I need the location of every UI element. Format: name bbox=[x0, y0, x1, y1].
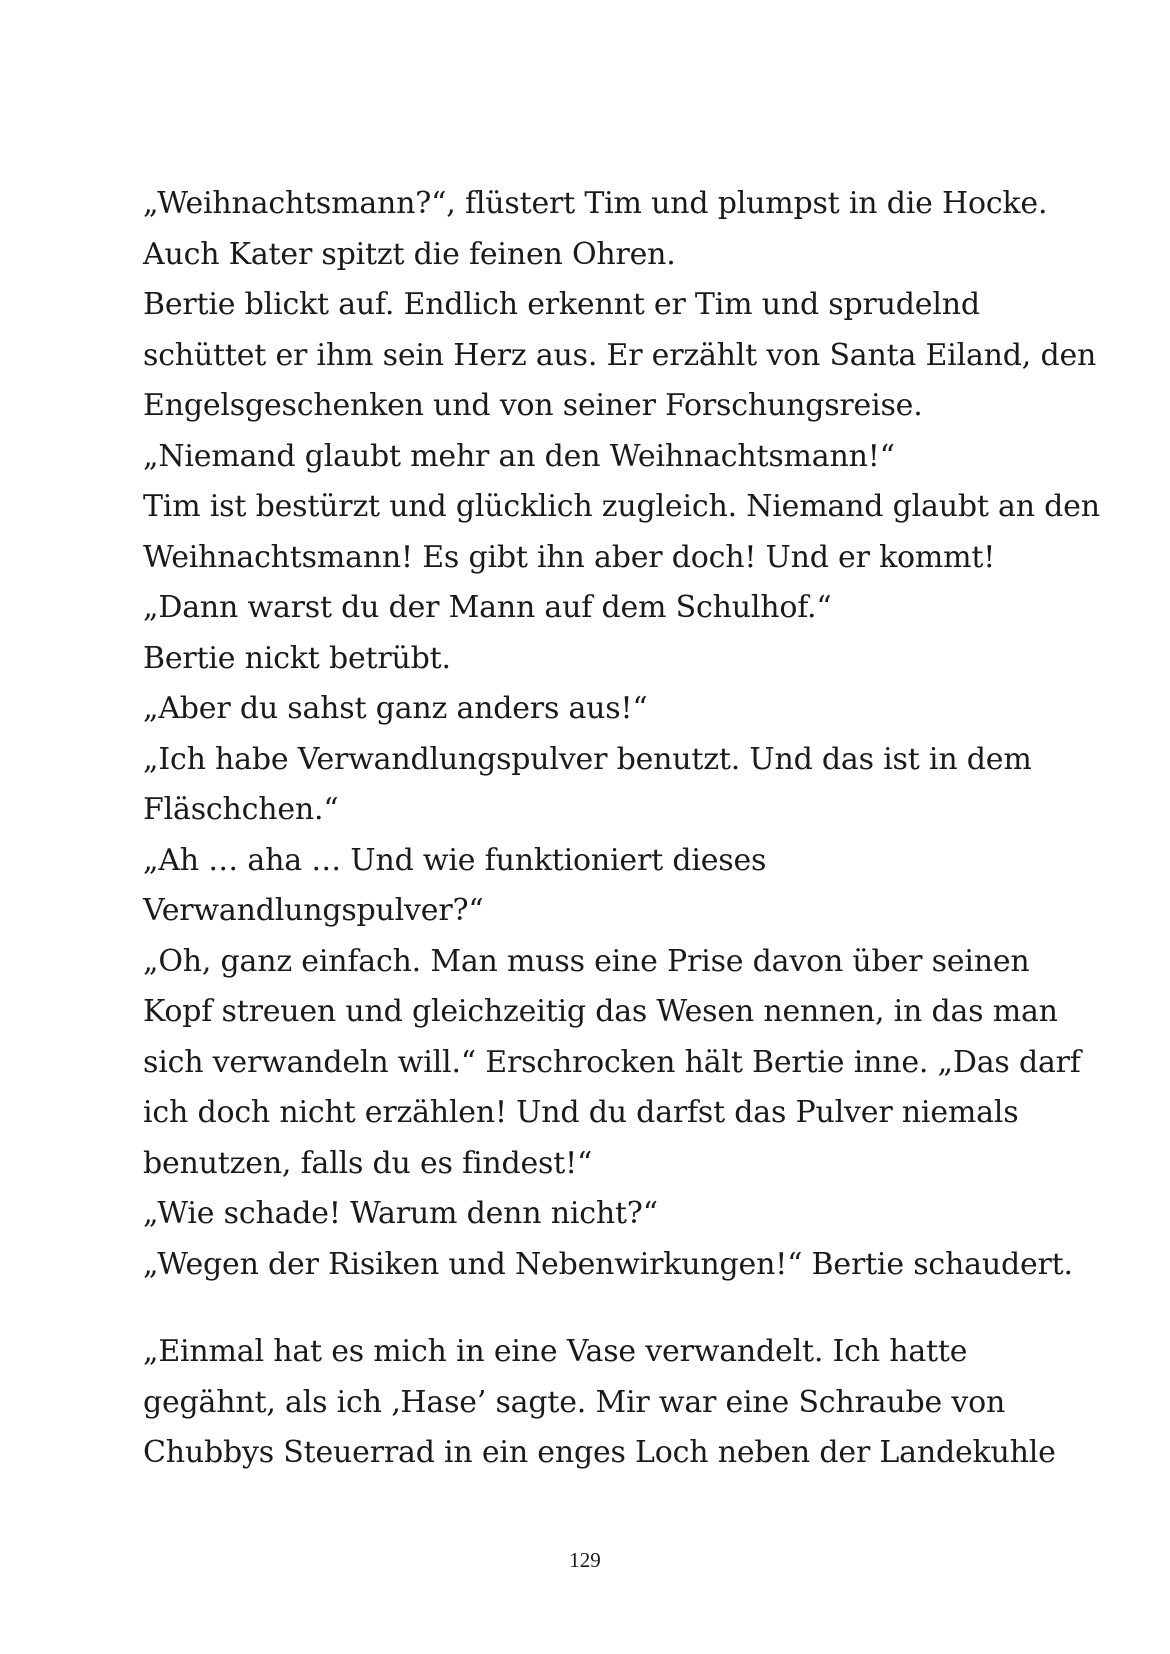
text-line: benutzen, falls du es findest!“ bbox=[143, 1145, 593, 1181]
paragraph-2 bbox=[143, 1327, 1056, 1479]
text-line: Chubbys Steuerrad in ein enges Loch neben der Landekuhle bbox=[143, 1435, 1056, 1470]
text-line: „Niemand glaubt mehr an den Weihnachtsmann!“ bbox=[143, 438, 895, 474]
text-line: gegähnt, als ich ‚Hase’ sagte. Mir war eine Schraube von bbox=[143, 1384, 1006, 1420]
text-line: „Dann warst du der Mann auf dem Schulhof.“ bbox=[143, 590, 832, 625]
text-line: „Ah … aha … Und wie funktioniert dieses bbox=[143, 842, 767, 878]
text-line: Bertie nickt betrübt. bbox=[143, 640, 451, 676]
text-line: Tim ist bestürzt und glücklich zugleich. Niemand glaubt an den bbox=[143, 489, 1100, 524]
text-line: Weihnachtsmann! Es gibt ihn aber doch! Und er kommt! bbox=[143, 539, 996, 575]
text-line: „Oh, ganz einfach. Man muss eine Prise davon über seinen bbox=[143, 943, 1030, 979]
text-line: Fläschchen.“ bbox=[143, 792, 339, 827]
text-line: „Wie schade! Warum denn nicht?“ bbox=[143, 1196, 658, 1231]
text-line: „Weihnachtsmann?“, flüstert Tim und plumpst in die Hocke. bbox=[143, 186, 1048, 221]
page-number: 129 bbox=[569, 1548, 601, 1572]
text-line: schüttet er ihm sein Herz aus. Er erzählt von Santa Eiland, den bbox=[143, 337, 1097, 373]
paragraph-1 bbox=[143, 179, 1100, 1290]
text-line: Engelsgeschenken und von seiner Forschungsreise. bbox=[143, 388, 923, 423]
text-line: „Aber du sahst ganz anders aus!“ bbox=[143, 691, 648, 726]
text-line: sich verwandeln will.“ Erschrocken hält Bertie inne. „Das darf bbox=[143, 1044, 1081, 1080]
text-line: Auch Kater spitzt die feinen Ohren. bbox=[143, 236, 676, 272]
text-line: ich doch nicht erzählen! Und du darfst das Pulver niemals bbox=[143, 1095, 1019, 1130]
text-line: „Ich habe Verwandlungspulver benutzt. Und das ist in dem bbox=[143, 741, 1032, 777]
text-line: Verwandlungspulver?“ bbox=[143, 893, 484, 928]
text-line: Kopf streuen und gleichzeitig das Wesen nennen, in das man bbox=[143, 994, 1058, 1029]
text-line: „Wegen der Risiken und Nebenwirkungen!“ Bertie schaudert. bbox=[143, 1246, 1073, 1282]
text-line: „Einmal hat es mich in eine Vase verwandelt. Ich hatte bbox=[143, 1334, 968, 1369]
text-line: Bertie blickt auf. Endlich erkennt er Tim und sprudelnd bbox=[143, 287, 980, 322]
